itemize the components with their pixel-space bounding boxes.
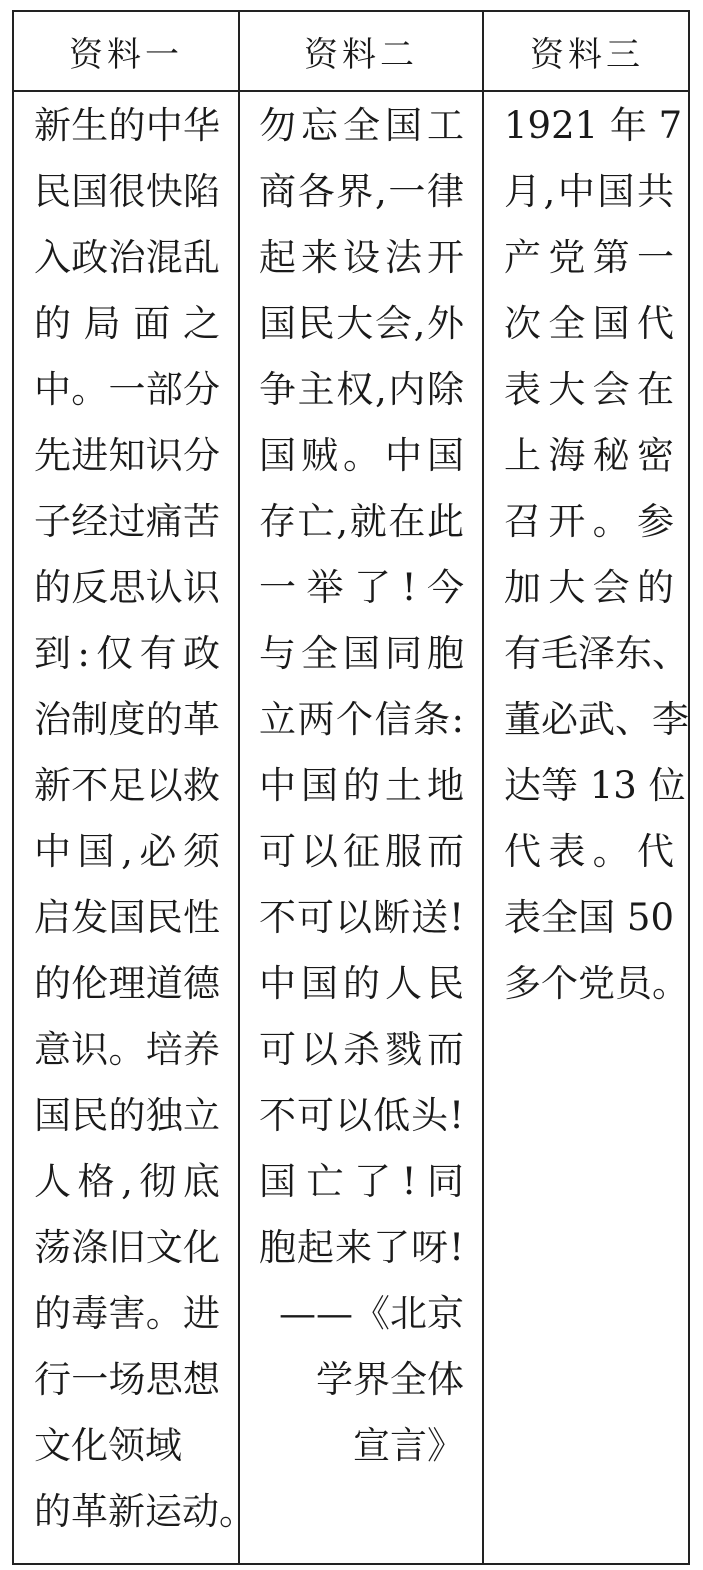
- material-1-cell: [34, 92, 256, 1562]
- material-3-line: 董必武、李: [504, 698, 689, 741]
- material-1-line: 文化领域: [34, 1424, 182, 1467]
- material-3-line: 召开。参: [504, 500, 674, 543]
- material-2-line: 胞起来了呀!: [259, 1226, 464, 1269]
- material-3-line: 有毛泽东、: [504, 632, 689, 675]
- material-1-line: 中。一部分: [34, 368, 220, 411]
- header-material-3: 资料三: [530, 34, 644, 75]
- material-3-line: 表全国 50: [504, 896, 674, 939]
- material-2-source-line: 学界全体: [316, 1358, 464, 1401]
- material-1-line: 的毒害。进: [34, 1292, 220, 1335]
- material-1-line: 国民的独立: [34, 1094, 220, 1137]
- material-2-line: 中国的土地: [259, 764, 464, 807]
- material-1-line: 入政治混乱: [34, 236, 220, 279]
- material-2-line: 不可以低头!: [259, 1094, 464, 1137]
- material-2-line: 中国的人民: [259, 962, 464, 1005]
- material-1-line: 治制度的革: [34, 698, 220, 741]
- material-3-line: 代表。代: [504, 830, 674, 873]
- material-2-line: 勿忘全国工: [259, 104, 464, 147]
- material-1-line: 的革新运动。: [34, 1490, 256, 1533]
- material-1-line: 意识。培养: [34, 1028, 220, 1071]
- materials-table: [12, 10, 690, 1565]
- material-1-line: 先进知识分: [34, 434, 220, 477]
- material-3-line: 达等 13 位: [504, 764, 686, 807]
- material-2-line: 商各界,一律: [259, 170, 464, 213]
- material-2-line: 可以杀戮而: [259, 1028, 464, 1071]
- material-2-line: 与全国同胞: [259, 632, 464, 675]
- column-divider-2: [482, 12, 484, 1563]
- material-1-line: 子经过痛苦: [34, 500, 220, 543]
- material-2-line: 存亡,就在此: [259, 500, 464, 543]
- material-1-line: 新不足以救: [34, 764, 220, 807]
- material-1-line: 人格,彻底: [34, 1160, 220, 1203]
- material-1-line: 的伦理道德: [34, 962, 220, 1005]
- material-3-line: 月,中国共: [504, 170, 674, 213]
- material-2-source-line: 宣言》: [353, 1424, 464, 1467]
- material-2-line: 一举了!今: [259, 566, 464, 609]
- material-1-line: 行一场思想: [34, 1358, 220, 1401]
- material-2-cell: [259, 92, 464, 1562]
- material-3-line: 多个党员。: [504, 962, 689, 1005]
- column-divider-1: [238, 12, 240, 1563]
- material-1-line: 民国很快陷: [34, 170, 220, 213]
- material-2-line: 起来设法开: [259, 236, 464, 279]
- material-3-line: 产党第一: [504, 236, 674, 279]
- material-1-line: 到:仅有政: [34, 632, 220, 675]
- material-1-line: 的反思认识: [34, 566, 220, 609]
- header-material-1: 资料一: [69, 34, 183, 75]
- material-3-line: 表大会在: [504, 368, 674, 411]
- material-2-line: 国民大会,外: [259, 302, 464, 345]
- material-3-line: 加大会的: [504, 566, 674, 609]
- material-1-line: 荡涤旧文化: [34, 1226, 220, 1269]
- header-row: [14, 12, 688, 92]
- material-1-line: 启发国民性: [34, 896, 220, 939]
- material-3-cell: [504, 92, 689, 1562]
- material-2-line: 国贼。中国: [259, 434, 464, 477]
- header-material-2: 资料二: [304, 34, 418, 75]
- material-2-source-line: ——《北京: [279, 1292, 464, 1335]
- material-1-line: 中国,必须: [34, 830, 220, 873]
- material-1-line: 新生的中华: [34, 104, 220, 147]
- material-2-line: 可以征服而: [259, 830, 464, 873]
- material-3-line: 1921 年 7: [504, 104, 683, 147]
- material-3-line: 次全国代: [504, 302, 674, 345]
- material-2-line: 国亡了!同: [259, 1160, 464, 1203]
- material-3-line: 上海秘密: [504, 434, 674, 477]
- material-2-line: 争主权,内除: [259, 368, 464, 411]
- material-2-line: 不可以断送!: [259, 896, 464, 939]
- material-2-line: 立两个信条:: [259, 698, 464, 741]
- material-1-line: 的局面之: [34, 302, 220, 345]
